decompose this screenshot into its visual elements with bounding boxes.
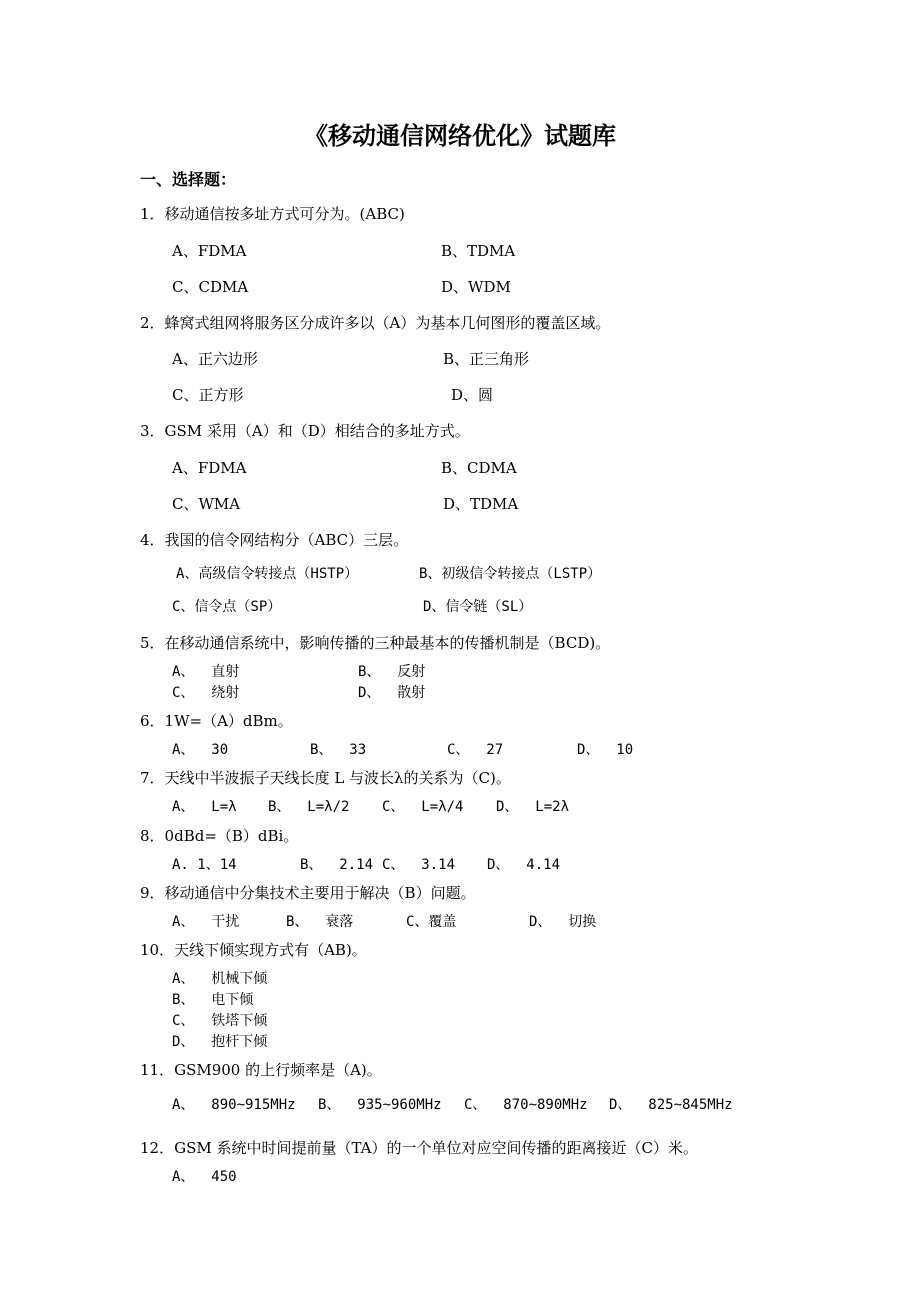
option-12a: A、 450: [172, 1169, 237, 1185]
option-5a: A、 直射: [172, 664, 240, 680]
option-10a: A、 机械下倾: [172, 971, 268, 987]
option-4c: C、信令点（SP）: [172, 599, 282, 615]
option-2b: B、正三角形: [443, 350, 530, 368]
question-8: 8．0dBd=（B）dBi。: [140, 827, 299, 845]
option-4b: B、初级信令转接点（LSTP）: [419, 566, 602, 582]
option-6a: A、 30: [172, 742, 229, 758]
option-5c: C、 绕射: [172, 685, 240, 701]
option-11a: A、 890~915MHz: [172, 1097, 296, 1113]
question-6: 6．1W=（A）dBm。: [140, 712, 293, 730]
question-4: 4．我国的信令网结构分（ABC）三层。: [140, 531, 409, 549]
option-7c: C、 L=λ/4: [382, 799, 464, 815]
option-3c: C、WMA: [172, 495, 241, 513]
option-4a: A、高级信令转接点（HSTP）: [176, 566, 359, 582]
option-2d: D、圆: [451, 386, 494, 404]
option-7b: B、 L=λ/2: [268, 799, 350, 815]
question-7: 7．天线中半波振子天线长度 L 与波长λ的关系为（C)。: [140, 769, 511, 787]
option-11d: D、 825~845MHz: [609, 1097, 733, 1113]
option-5d: D、 散射: [358, 685, 426, 701]
option-11c: C、 870~890MHz: [464, 1097, 588, 1113]
option-4d: D、信令链（SL）: [423, 599, 533, 615]
section-heading: 一、选择题：: [140, 170, 237, 189]
option-8a: A. 1、14: [172, 857, 237, 873]
option-1c: C、CDMA: [172, 278, 249, 296]
option-10b: B、 电下倾: [172, 992, 254, 1008]
option-10d: D、 抱杆下倾: [172, 1034, 268, 1050]
option-6c: C、 27: [447, 742, 504, 758]
option-9c: C、覆盖: [406, 914, 457, 930]
question-2: 2．蜂窝式组网将服务区分成许多以（A）为基本几何图形的覆盖区域。: [140, 314, 611, 332]
question-9: 9．移动通信中分集技术主要用于解决（B）问题。: [140, 884, 476, 902]
option-3a: A、FDMA: [172, 459, 247, 477]
option-2c: C、正方形: [172, 386, 244, 404]
option-6b: B、 33: [310, 742, 367, 758]
question-11: 11．GSM900 的上行频率是（A)。: [140, 1061, 382, 1079]
option-8d: D、 4.14: [487, 857, 561, 873]
question-10: 10．天线下倾实现方式有（AB)。: [140, 941, 367, 959]
option-10c: C、 铁塔下倾: [172, 1013, 268, 1029]
page-title: 《移动通信网络优化》试题库: [304, 122, 616, 150]
option-3b: B、CDMA: [441, 459, 517, 477]
question-12: 12．GSM 系统中时间提前量（TA）的一个单位对应空间传播的距离接近（C）米。: [140, 1139, 698, 1157]
option-1a: A、FDMA: [172, 242, 247, 260]
question-3: 3．GSM 采用（A）和（D）相结合的多址方式。: [140, 422, 470, 440]
question-1: 1．移动通信按多址方式可分为。(ABC): [140, 205, 405, 223]
option-6d: D、 10: [577, 742, 634, 758]
option-5b: B、 反射: [358, 664, 426, 680]
option-2a: A、正六边形: [172, 350, 258, 368]
option-7d: D、 L=2λ: [496, 799, 570, 815]
option-1b: B、TDMA: [441, 242, 516, 260]
option-9d: D、 切换: [529, 914, 597, 930]
option-9b: B、 衰落: [286, 914, 354, 930]
option-1d: D、WDM: [441, 278, 511, 296]
option-7a: A、 L=λ: [172, 799, 237, 815]
question-5: 5．在移动通信系统中，影响传播的三种最基本的传播机制是（BCD)。: [140, 634, 611, 652]
option-3d: D、TDMA: [443, 495, 519, 513]
option-11b: B、 935~960MHz: [318, 1097, 442, 1113]
option-8b: B、 2.14: [300, 857, 374, 873]
option-9a: A、 干扰: [172, 914, 240, 930]
option-8c: C、 3.14: [382, 857, 456, 873]
